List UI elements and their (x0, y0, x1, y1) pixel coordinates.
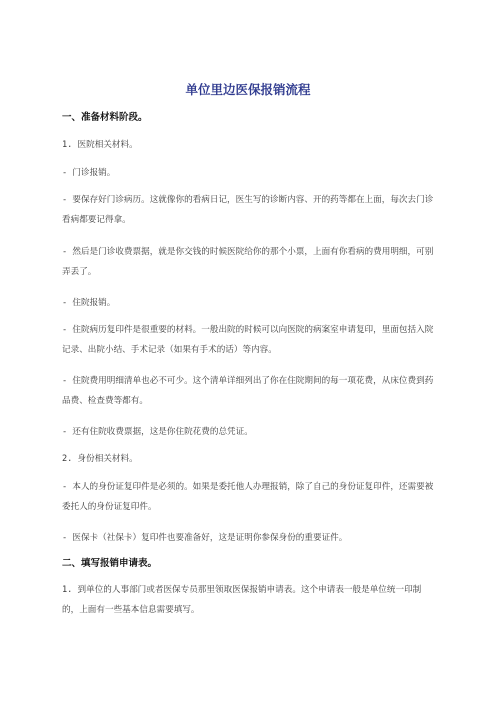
paragraph-outpatient-record: - 要保存好门诊病历。这就像你的看病日记，医生写的诊断内容、开的药等都在上面，每次去门诊看病都要记得拿。 (62, 195, 434, 225)
paragraph-identity-materials: 2. 身份相关材料。 (62, 454, 138, 464)
section-heading-fill-application: 二、填写报销申请表。 (62, 558, 158, 569)
section-heading-prepare-materials: 一、准备材料阶段。 (62, 112, 148, 123)
paragraph-inpatient-receipt: - 还有住院收费票据，这是你住院花费的总凭证。 (62, 427, 253, 437)
paragraph-outpatient: - 门诊报销。 (62, 168, 116, 178)
paragraph-inpatient-cost-list: - 住院费用明细清单也必不可少。这个清单详细列出了你在住院期间的每一项花费，从床位费到药品费、检查费等都有。 (62, 376, 434, 406)
document-title: 单位里边医保报销流程 (185, 82, 311, 97)
paragraph-inpatient: - 住院报销。 (62, 298, 116, 308)
paragraph-outpatient-receipt: - 然后是门诊收费票据，就是你交钱的时候医院给你的那个小票，上面有你看病的费用明细，可别弄丢了。 (62, 247, 434, 277)
paragraph-hospital-materials: 1. 医院相关材料。 (62, 140, 138, 150)
paragraph-id-card-copy: - 本人的身份证复印件是必须的。如果是委托他人办理报销，除了自己的身份证复印件，还需要被委托人的身份证复印件。 (62, 482, 434, 512)
paragraph-inpatient-record-copy: - 住院病历复印件是很重要的材料。一般出院的时候可以向医院的病案室申请复印，里面包括入院记录、出院小结、手术记录（如果有手术的话）等内容。 (62, 325, 434, 355)
paragraph-insurance-card-copy: - 医保卡（社保卡）复印件也要准备好，这是证明你参保身份的重要证件。 (62, 533, 348, 543)
paragraph-application-form: 1. 到单位的人事部门或者医保专员那里领取医保报销申请表。这个申请表一般是单位统一印制的，上面有一些基本信息需要填写。 (62, 585, 422, 615)
